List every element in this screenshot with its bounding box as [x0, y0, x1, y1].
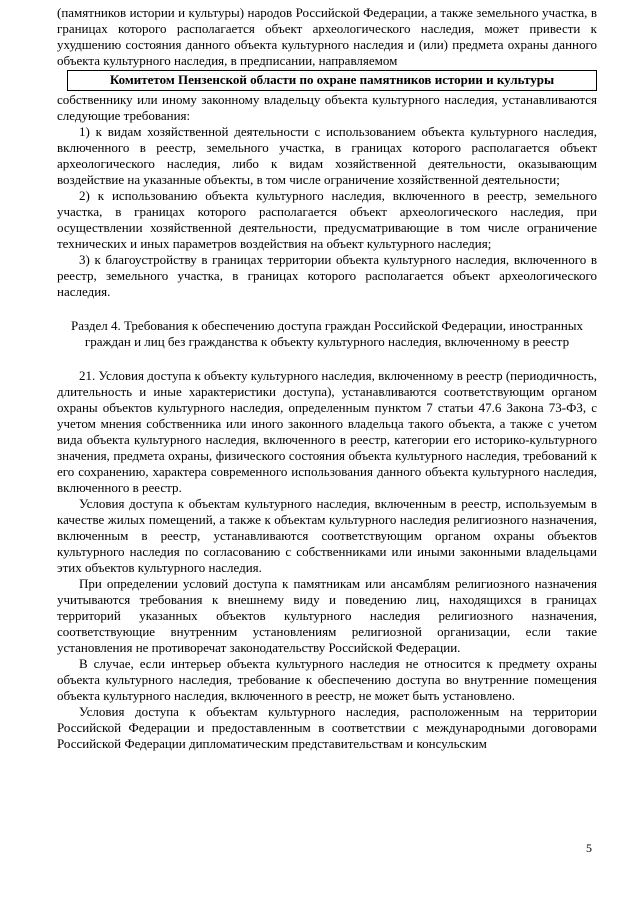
authority-name-box: Комитетом Пензенской области по охране памятников истории и культуры [67, 70, 597, 91]
after-box-paragraph: собственнику или иному законному владельцу объекта культурного наследия, устанавливаются следующие требования: [57, 92, 597, 123]
paragraph-diplomatic: Условия доступа к объектам культурного наследия, расположенным на территории Российской Федерации и предоставленным в соответствии с международными договорами Российской Федерации дипломатическим представительствам и консульским [57, 704, 597, 751]
paragraph-residential: Условия доступа к объектам культурного наследия, включенным в реестр, используемым в качестве жилых помещений, а также к объектам культурного наследия религиозного назначения, включенным в реестр, устанавливаются соответствующим органом охраны объектов культурного наследия по согласованию с собственниками или иными законными владельцами этих объектов культурного наследия. [57, 496, 597, 575]
list-item-2: 2) к использованию объекта культурного наследия, включенного в реестр, земельного участка, в границах которого располагается объект археологического наследия, при осуществлении хозяйственной деятельности, предусматривающие в том числе ограничение технических и иных параметров воздействия на объект культурного наследия; [57, 188, 597, 251]
section-heading: Раздел 4. Требования к обеспечению доступа граждан Российской Федерации, иностранных граждан и лиц без гражданства к объекту культурного наследия, включенному в реестр [70, 318, 584, 349]
list-item-1: 1) к видам хозяйственной деятельности с использованием объекта культурного наследия, включенного в реестр, земельного участка, в границах которого располагается объект археологического наследия, либо к видам хозяйственной деятельности, оказывающим воздействие на указанные объекты, в том числе ограничение хозяйственной деятельности; [57, 124, 597, 187]
intro-paragraph: (памятников истории и культуры) народов Российской Федерации, а также земельного участка, в границах которого располагается объект археологического наследия, может привести к ухудшению состояния данного объекта культурного наследия и (или) предмета охраны данного объекта культурного наследия, в предписании, направляемом [57, 5, 597, 68]
paragraph-interior: В случае, если интерьер объекта культурного наследия не относится к предмету охраны объекта культурного наследия, требование к обеспечению доступа во внутренние помещения объекта культурного наследия, включенного в реестр, не может быть установлено. [57, 656, 597, 703]
list-item-3: 3) к благоустройству в границах территории объекта культурного наследия, включенного в реестр, земельного участка, в границах которого располагается объект археологического наследия. [57, 252, 597, 299]
paragraph-21: 21. Условия доступа к объекту культурного наследия, включенному в реестр (периодичность, длительность и иные характеристики доступа), устанавливаются соответствующим органом охраны объектов культурного наследия, определенным пунктом 7 статьи 47.6 Закона 73-ФЗ, с учетом мнения собственника или иного законного владельца такого объекта, а также с учетом вида объекта культурного наследия, включенного в реестр, категории его историко-культурного значения, предмета охраны, физического состояния объекта культурного наследия, требований к его сохранению, характера современного использования данного объекта культурного наследия, включенного в реестр. [57, 368, 597, 495]
paragraph-religious: При определении условий доступа к памятникам или ансамблям религиозного назначения учитываются требования к внешнему виду и поведению лиц, находящихся в границах территорий указанных объектов культурного наследия религиозного назначения, соответствующие внутренним установлениям религиозной организации, если такие установления не противоречат законодательству Российской Федерации. [57, 576, 597, 655]
page-number: 5 [586, 841, 592, 855]
page-content [57, 5, 597, 752]
